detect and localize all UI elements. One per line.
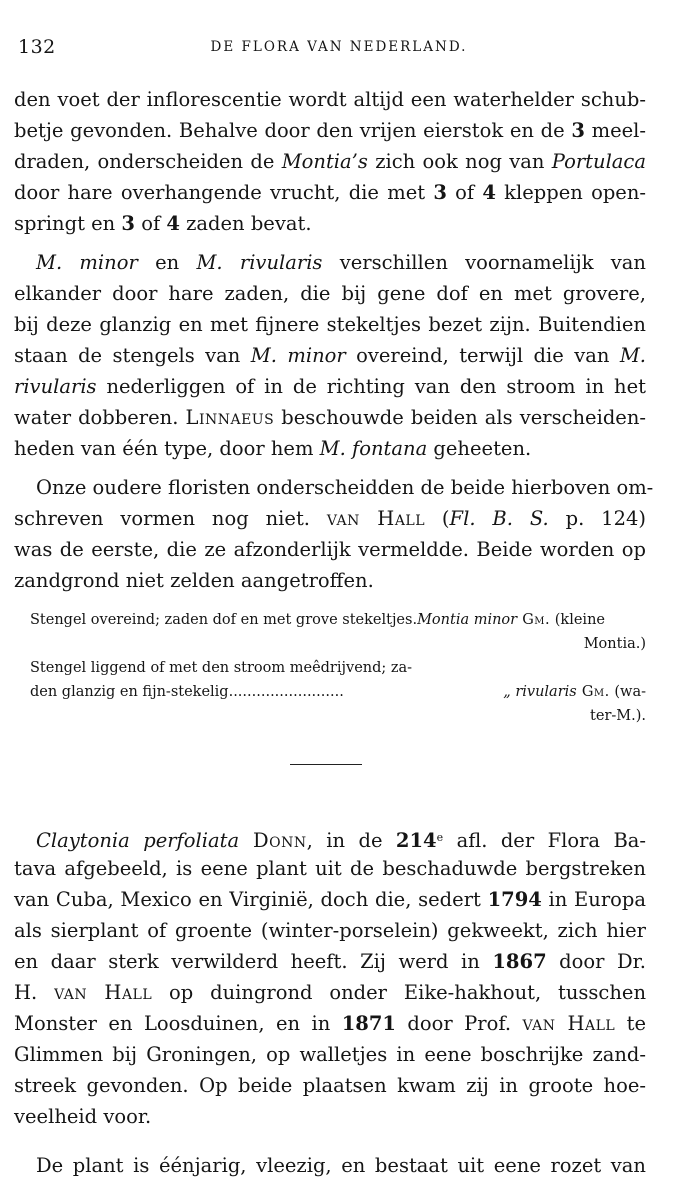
text-line: H. van Hall op duingrond onder Eike-hakhout, tusschen bbox=[14, 981, 647, 1004]
page-header bbox=[14, 36, 664, 62]
text-line: Onze oudere floristen onderscheidden de beide hierboven om- bbox=[36, 476, 654, 499]
text-line: Glimmen bij Groningen, op walletjes in eene boschrijke zand- bbox=[14, 1043, 646, 1066]
text-line: zandgrond niet zelden aangetroffen. bbox=[14, 569, 374, 592]
text-line: springt en 3 of 4 zaden bevat. bbox=[14, 212, 312, 235]
text-line: bij deze glanzig en met fijnere stekeltjes bezet zijn. Buitendien bbox=[14, 313, 646, 336]
text-line: door hare overhangende vrucht, die met 3 of 4 kleppen open- bbox=[14, 181, 646, 204]
text-line: water dobberen. Linnaeus beschouwde beiden als verscheiden- bbox=[14, 406, 647, 429]
paragraph-4 bbox=[14, 822, 646, 1132]
text-line: betje gevonden. Behalve door den vrijen eierstok en de 3 meel- bbox=[14, 119, 646, 142]
text-line: elkander door hare zaden, die bij gene dof en met grovere, bbox=[14, 282, 646, 305]
text-line: veelheid voor. bbox=[14, 1105, 152, 1128]
text-line: De plant is éénjarig, vleezig, en bestaat uit eene rozet van bbox=[36, 1154, 646, 1177]
text-line: streek gevonden. Op beide plaatsen kwam zij in groote hoe- bbox=[14, 1074, 646, 1097]
text-line: tava afgebeeld, is eene plant uit de beschaduwde bergstreken bbox=[14, 857, 646, 880]
paragraph-1 bbox=[14, 84, 646, 239]
text-line: Monster en Loosduinen, en in 1871 door Prof. van Hall te bbox=[14, 1012, 646, 1035]
paragraph-2 bbox=[14, 247, 646, 464]
text-line: heden van één type, door hem M. fontana geheeten. bbox=[14, 437, 532, 460]
text-line: M. minor en M. rivularis verschillen voornamelijk van bbox=[36, 251, 646, 274]
text-line: rivularis nederliggen of in de richting van den stroom in het bbox=[14, 375, 646, 398]
text-line: den voet der inflorescentie wordt altijd een waterhelder schub- bbox=[14, 88, 646, 111]
page-number: 132 bbox=[18, 36, 56, 58]
running-head: DE FLORA VAN NEDERLAND. bbox=[210, 39, 468, 55]
text-line: Claytonia perfoliata Donn, in de 214e afl. der Flora Ba- bbox=[36, 829, 647, 852]
key-entry-minor: Stengel overeind; zaden dof en met grove stekeltjes.Montia minor Gm. (kleine bbox=[30, 612, 605, 628]
text-line: schreven vormen nog niet. van Hall (Fl. B. S. p. 124) bbox=[14, 507, 647, 530]
text-line: staan de stengels van M. minor overeind, terwijl die van M. bbox=[14, 344, 646, 367]
key-entry-rivularis: Stengel liggend of met den stroom meêdrijvend; za- bbox=[30, 660, 413, 676]
species-key: Stengel overeind; zaden dof en met grove stekeltjes.Montia minor Gm. (kleine Montia.) Stengel liggend of met den stroom meêdrijvend; za- den glanzig en fijn-stekelig......................... „ rivularis Gm. (wa- ter-M.). bbox=[30, 608, 646, 728]
text-line: was de eerste, die ze afzonderlijk vermeldde. Beide worden op bbox=[14, 538, 646, 561]
paragraph-3 bbox=[14, 472, 654, 596]
paragraph-5 bbox=[14, 1150, 646, 1181]
text-line: van Cuba, Mexico en Virginië, doch die, sedert 1794 in Europa bbox=[14, 888, 647, 911]
section-divider bbox=[290, 764, 362, 765]
text-line: draden, onderscheiden de Montia’s zich ook nog van Portulaca bbox=[14, 150, 646, 173]
text-line: als sierplant of groente (winter-porselein) gekweekt, zich hier bbox=[14, 919, 646, 942]
text-line: en daar sterk verwilderd heeft. Zij werd in 1867 door Dr. bbox=[14, 950, 646, 973]
